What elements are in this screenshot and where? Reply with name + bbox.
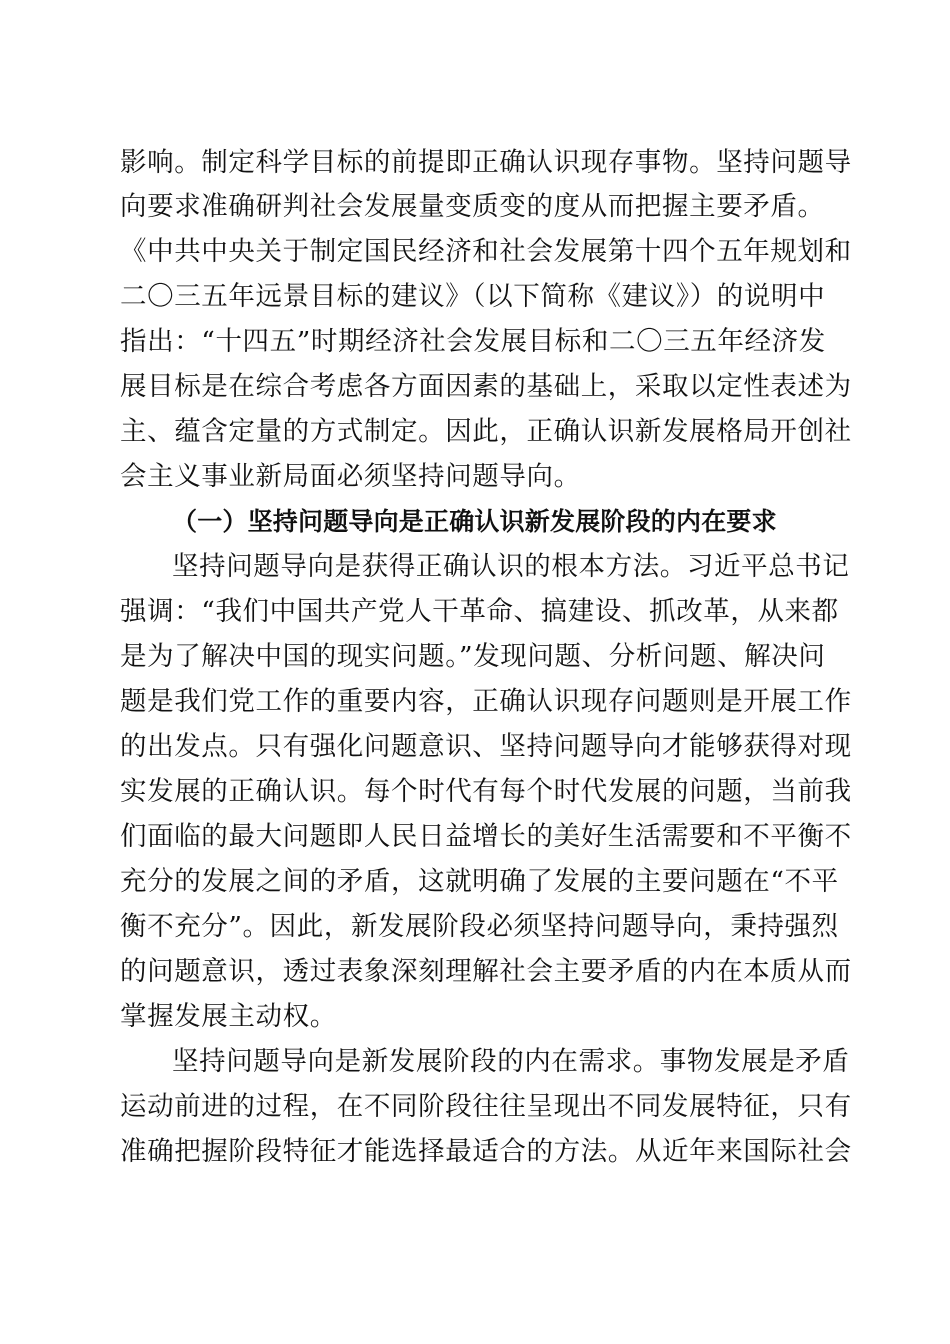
text-line: 题是我们党工作的重要内容，正确认识现存问题则是开展工作	[120, 686, 852, 717]
text-line: 展目标是在综合考虑各方面因素的基础上，采取以定性表述为	[120, 371, 852, 402]
text-line: 指出：“十四五”时期经济社会发展目标和二〇三五年经济发	[120, 326, 826, 357]
text-line: 主、蕴含定量的方式制定。因此，正确认识新发展格局开创社	[120, 416, 852, 447]
text-line: 运动前进的过程，在不同阶段往往呈现出不同发展特征，只有	[120, 1091, 852, 1122]
text-line: 强调：“我们中国共产党人干革命、搞建设、抓改革，从来都	[120, 596, 839, 627]
paragraph-first-line: 坚持问题导向是新发展阶段的内在需求。事物发展是矛盾	[172, 1046, 850, 1077]
paragraph-first-line: 坚持问题导向是获得正确认识的根本方法。习近平总书记	[172, 551, 850, 582]
text-line: 是为了解决中国的现实问题。”发现问题、分析问题、解决问	[120, 641, 826, 672]
text-line: 准确把握阶段特征才能选择最适合的方法。从近年来国际社会	[120, 1136, 852, 1167]
text-line: 衡不充分”。因此，新发展阶段必须坚持问题导向，秉持强烈	[120, 911, 839, 942]
text-line: 的问题意识，透过表象深刻理解社会主要矛盾的内在本质从而	[120, 956, 852, 987]
text-line: 向要求准确研判社会发展量变质变的度从而把握主要矛盾。	[120, 191, 825, 222]
text-line: 充分的发展之间的矛盾，这就明确了发展的主要问题在“不平	[120, 866, 839, 897]
text-line: 《中共中央关于制定国民经济和社会发展第十四个五年规划和	[120, 236, 852, 267]
text-line: 会主义事业新局面必须坚持问题导向。	[120, 461, 581, 492]
text-line: 影响。制定科学目标的前提即正确认识现存事物。坚持问题导	[120, 147, 852, 178]
text-line: 掌握发展主动权。	[120, 1001, 337, 1032]
text-line: 的出发点。只有强化问题意识、坚持问题导向才能够获得对现	[120, 731, 852, 762]
text-line: 实发展的正确认识。每个时代有每个时代发展的问题，当前我	[120, 776, 852, 807]
text-line: 二〇三五年远景目标的建议》（以下简称《建议》）的说明中	[120, 281, 826, 312]
section-heading: （一）坚持问题导向是正确认识新发展阶段的内在要求	[172, 507, 777, 536]
text-line: 们面临的最大问题即人民日益增长的美好生活需要和不平衡不	[120, 821, 852, 852]
